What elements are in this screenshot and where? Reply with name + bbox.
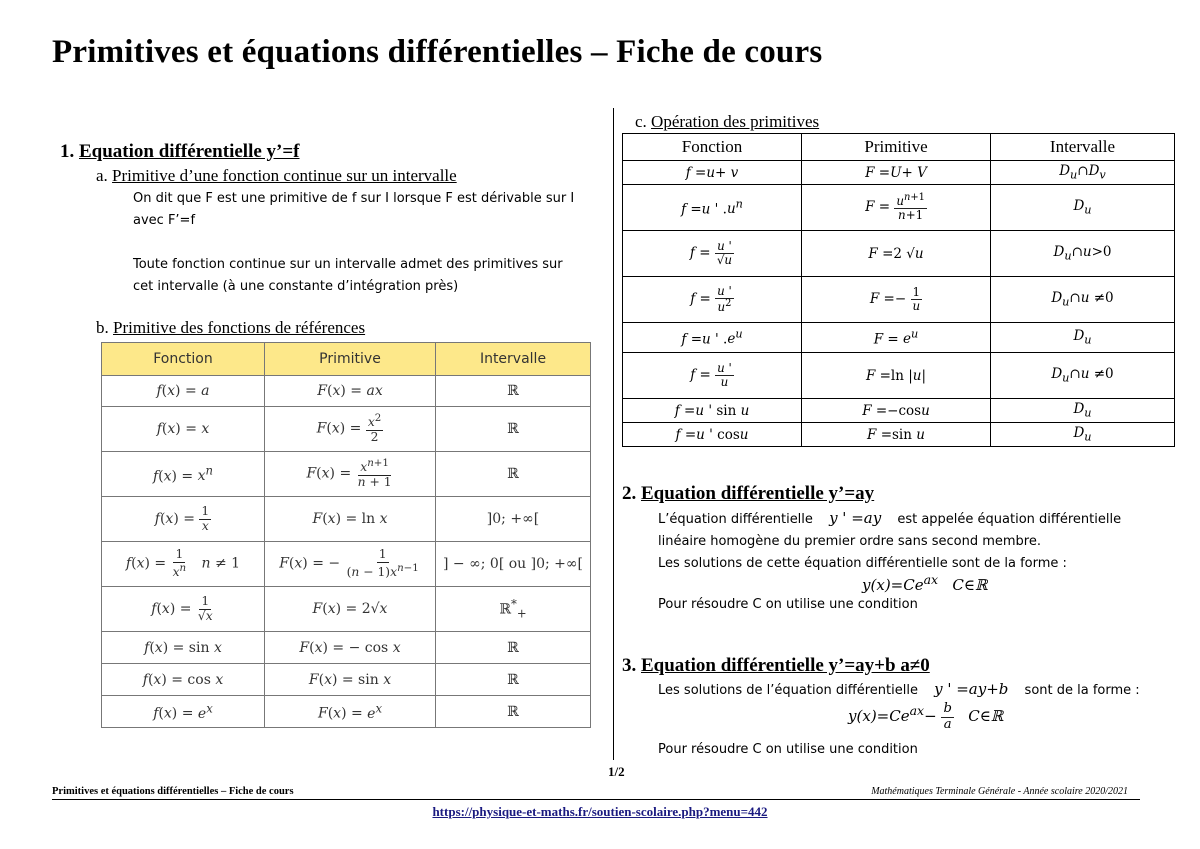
col-header-intervalle: Intervalle: [436, 343, 591, 376]
col-header-fonction: Fonction: [102, 343, 265, 376]
section-1a-heading: a. Primitive d’une fonction continue sur un intervalle: [96, 166, 457, 185]
table-row: f = $\frac{u '}{u^2}$ F =− $\frac{1}{u}$ $D_u\cap u \ne 0$: [623, 277, 1175, 323]
col-header-intervalle: Intervalle: [991, 134, 1175, 161]
reference-primitives-table: [101, 342, 591, 728]
table-row: f =u+ v F =U+ V $D_u\cap D_v$: [623, 161, 1175, 185]
section-1b-heading: b. Primitive des fonctions de références: [96, 318, 366, 337]
section-3-text: Les solutions de l’équation différentielle y ' =ay+b sont de la forme :: [658, 680, 1140, 698]
source-link[interactable]: https://physique-et-maths.fr/soutien-scolaire.php?menu=442: [432, 804, 768, 819]
table-row: f(x) = sin x F(x) = − cos x ℝ: [102, 632, 591, 664]
section-1-heading: 1. Equation différentielle y’=f: [60, 141, 300, 162]
section-c-heading: c. Opération des primitives: [635, 112, 820, 131]
table-row: f(x) = $\frac{1}{√x}$ F(x) = 2√x ℝ*$_+$: [102, 587, 591, 632]
table-row: $f(x) = x^n$ F(x) = $\frac{x^{n+1}}{n + 1}$ ℝ: [102, 452, 591, 497]
section-1a-text: On dit que F est une primitive de f sur I lorsque F est dérivable sur I avec F’=f Toute fonction continue sur un intervalle admet des primitives sur cet intervalle (à une constante d’intégration près): [133, 191, 575, 294]
table-row: f =u ' $.u^n$ F = $\frac{u^{n+1}}{n+1}$ $D_u$: [623, 185, 1175, 231]
footer-school-year: Mathématiques Terminale Générale - Année scolaire 2020/2021: [871, 786, 1128, 797]
footer-divider: [52, 799, 1140, 800]
section-2-heading: 2. Equation différentielle y’=ay: [622, 483, 875, 504]
table-row: f(x) = x F(x) = $\frac{x^2}{2}$ ℝ: [102, 407, 591, 452]
page-title: Primitives et équations différentielles – Fiche de cours: [52, 34, 823, 70]
section-2-solution: $y(x)=Ce^{ax}$ C∈ℝ: [862, 572, 988, 594]
table-row: f(x) = a F(x) = ax ℝ: [102, 376, 591, 407]
table-row: f =u ' cosu F =sin u $D_u$: [623, 423, 1175, 447]
section-3-heading: 3. Equation différentielle y’=ay+b a≠0: [622, 655, 930, 676]
table-row: $f(x) = e^x$ $F(x) = e^x$ ℝ: [102, 696, 591, 728]
table-row: f = $\frac{u '}{u}$ F =ln |u| $D_u\cap u \ne 0$: [623, 353, 1175, 399]
table-row: f(x) = $\frac{1}{x^n}$ n ≠ 1 F(x) = − $\frac{1}{(n - 1)x^{n-1}}$ ] − ∞; 0[ ou ]0; +∞[: [102, 542, 591, 587]
table-row: f = $\frac{u '}{√u}$ F =2 √u $D_u\cap u>0$: [623, 231, 1175, 277]
section-2-note: Pour résoudre C on utilise une condition: [658, 597, 918, 612]
column-divider: [613, 108, 614, 760]
col-header-primitive: Primitive: [265, 343, 436, 376]
primitive-operations-table: [622, 133, 1175, 447]
table-row: f =u ' $.e^u$ $F = e^u$ $D_u$: [623, 323, 1175, 353]
table-row: f(x) = $\frac{1}{x}$ F(x) = ln x ]0; +∞[: [102, 497, 591, 542]
page-number: 1/2: [608, 764, 625, 779]
table-row: f(x) = cos x F(x) = sin x ℝ: [102, 664, 591, 696]
section-3-solution: $y(x)=Ce^{ax}-$ $\frac{b}{a}$ C∈ℝ: [848, 701, 1004, 732]
col-header-fonction: Fonction: [623, 134, 802, 161]
col-header-primitive: Primitive: [802, 134, 991, 161]
section-2-text: L’équation différentielle y ' =ay est appelée équation différentielle linéaire homogène du premier ordre sans second membre. Les solutions de cette équation différentielle sont de la forme :: [658, 509, 1122, 571]
section-3-note: Pour résoudre C on utilise une condition: [658, 742, 918, 757]
footer-title: Primitives et équations différentielles – Fiche de cours: [52, 786, 294, 797]
table-row: f =u ' sin u F =−cosu $D_u$: [623, 399, 1175, 423]
